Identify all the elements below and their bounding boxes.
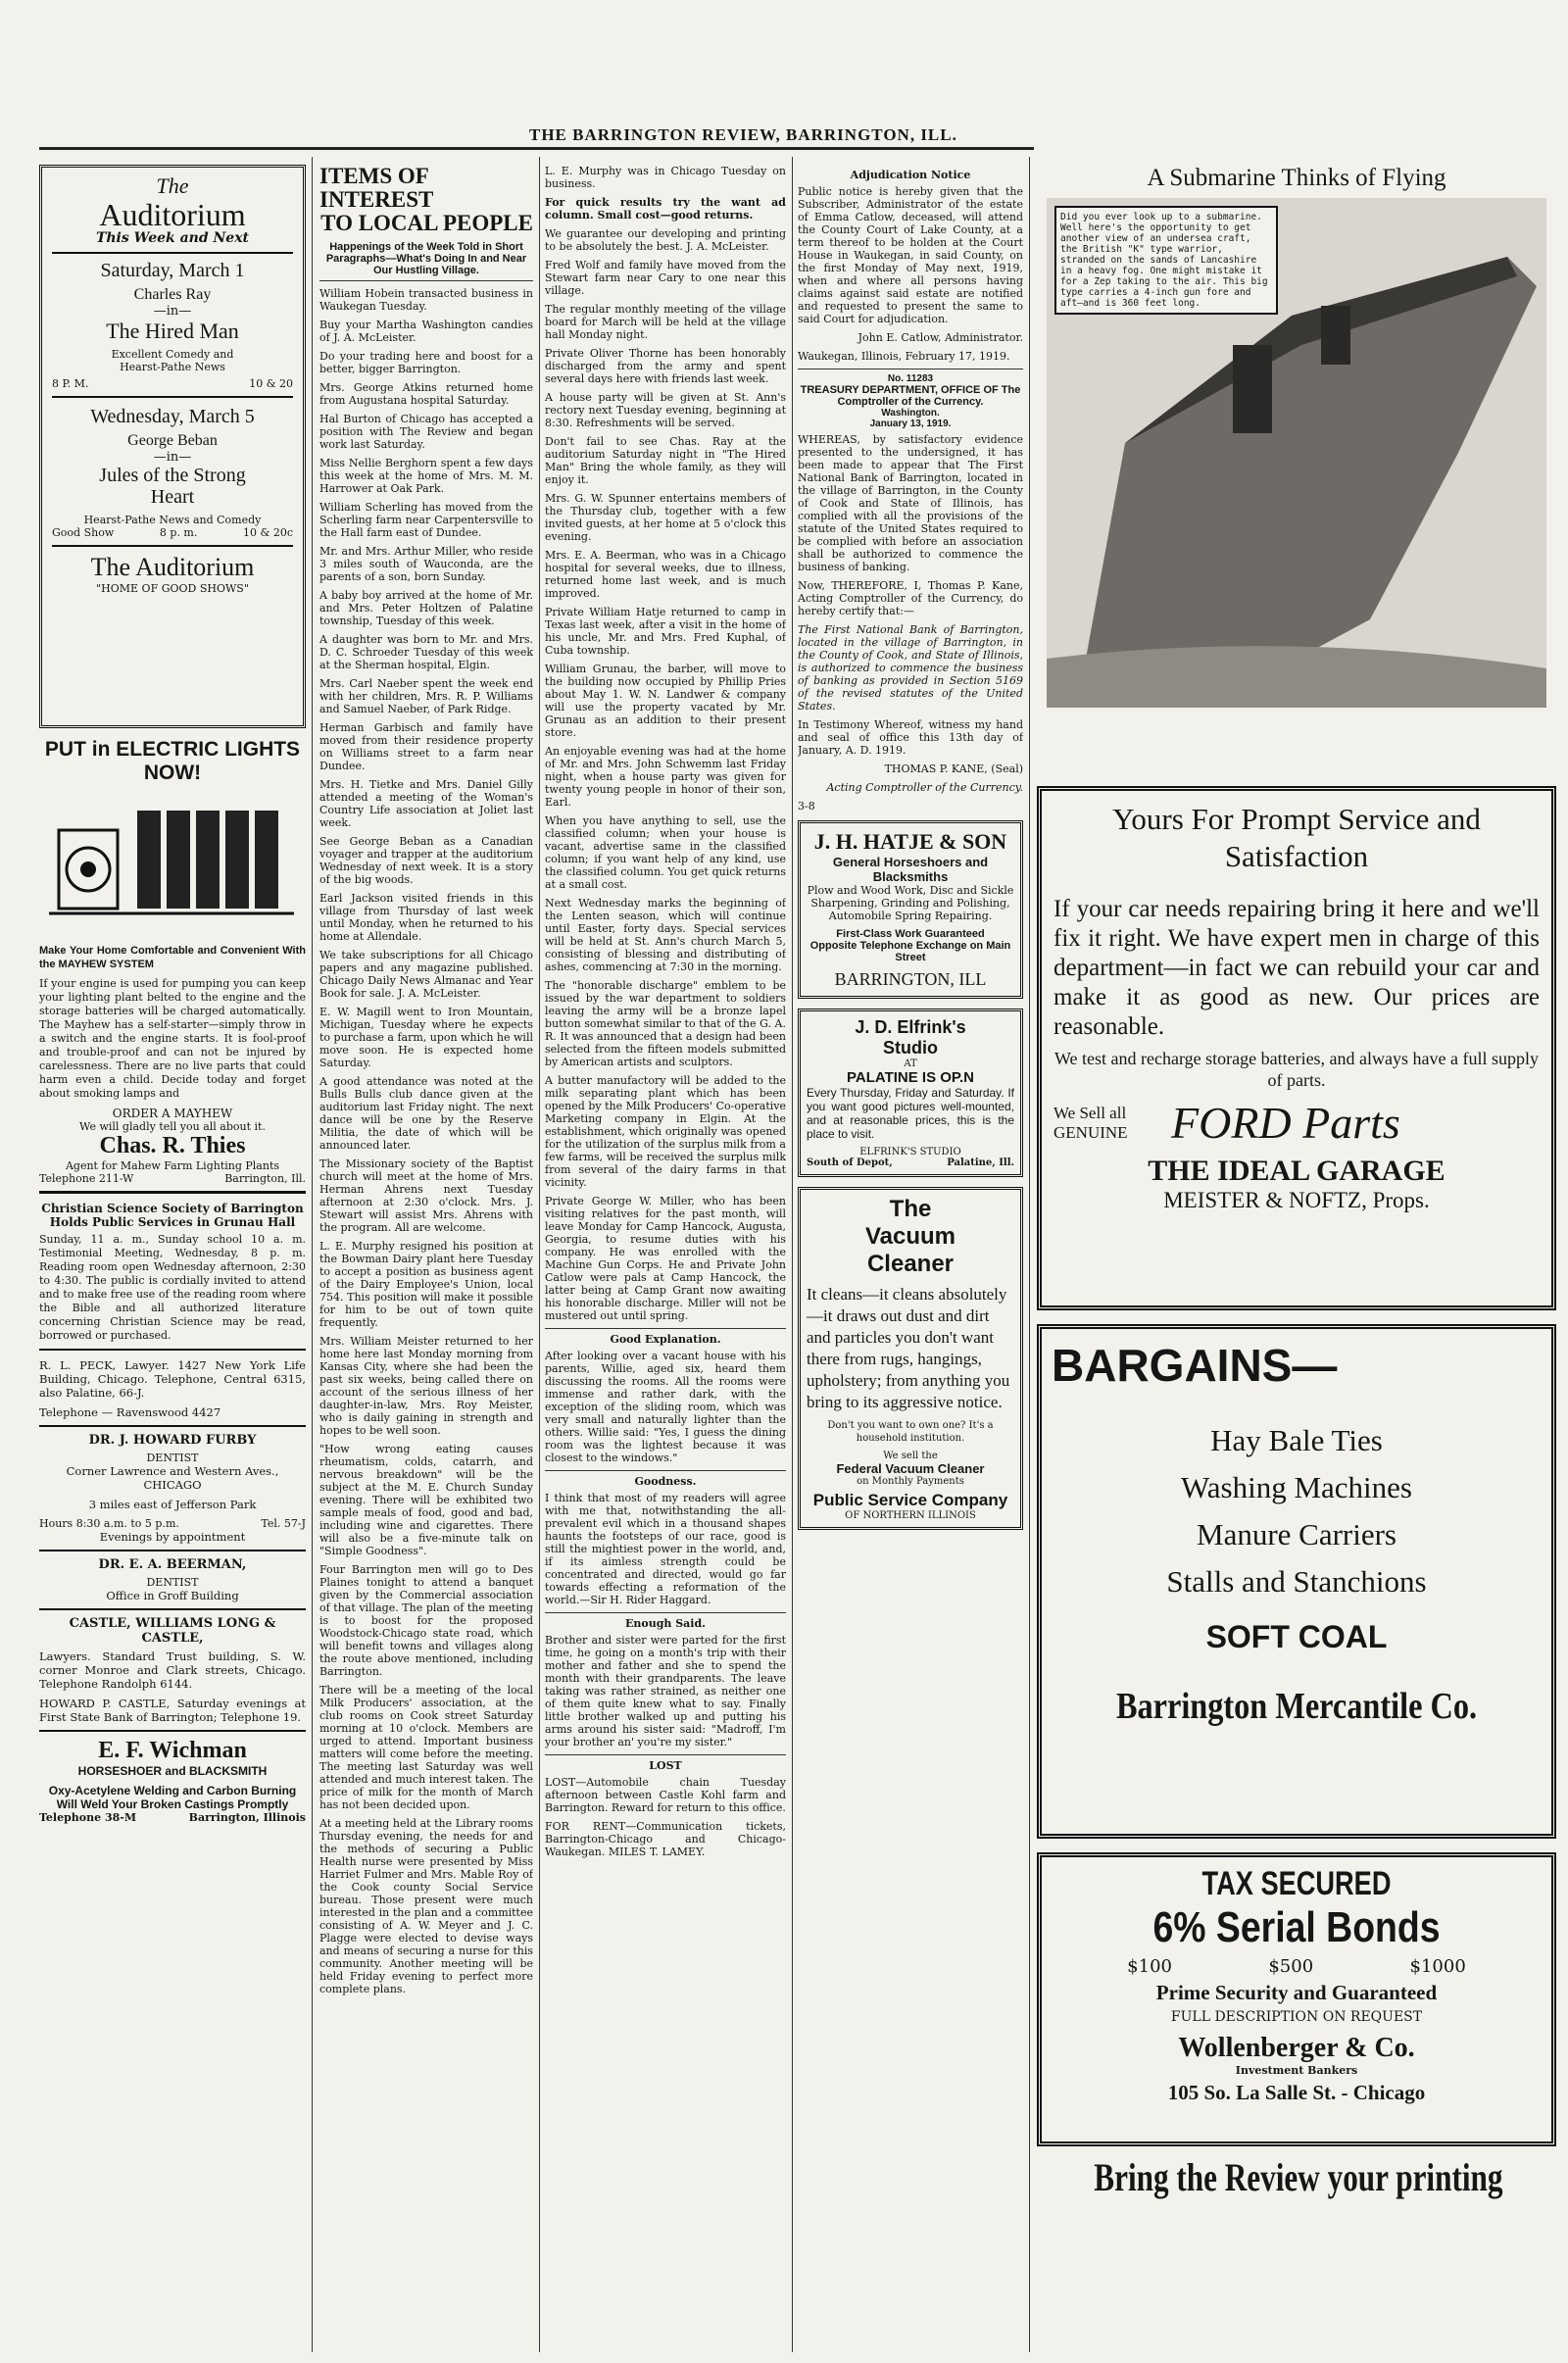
adjudication-date: Waukegan, Illinois, February 17, 1919. — [798, 350, 1010, 363]
mercantile-coal: SOFT COAL — [1205, 1619, 1388, 1654]
card-furby-hours: Hours 8:30 a.m. to 5 p.m. — [39, 1517, 179, 1530]
items-para: See George Beban as a Canadian voyager and trapper at the auditorium Wednesday of next week. It is a story of the big woods. — [319, 835, 533, 886]
hatje-body: Plow and Wood Work, Disc and Sickle Sharpening, Grinding and Polishing, Automobile Spring Repairing. — [807, 884, 1014, 922]
treasury-head: TREASURY DEPARTMENT, OFFICE OF The Comptroller of the Currency. — [800, 384, 1021, 408]
saturday-price: 10 & 20 — [249, 377, 293, 390]
elfrink-town: Palatine, Ill. — [947, 1157, 1014, 1168]
christian-science-title: Christian Science Society of Barrington Holds Public Services in Grunau Hall — [41, 1202, 304, 1229]
card-beerman-name: DR. E. A. BEERMAN, — [98, 1557, 247, 1572]
vacuum-the: The — [889, 1196, 932, 1222]
mayhew-phone-row — [39, 1172, 306, 1194]
auditorium-footer-tag: "HOME OF GOOD SHOWS" — [96, 582, 249, 595]
garage-ford: FORD Parts — [1171, 1098, 1400, 1148]
card-peck — [39, 1358, 306, 1427]
elfrink-body: Every Thursday, Friday and Saturday. If you want good pictures well-mounted, and at reasonable prices, this is the place to visit. — [807, 1086, 1014, 1141]
card-castle-extra: HOWARD P. CASTLE, Saturday evenings at First State Bank of Barrington; Telephone 19. — [39, 1697, 306, 1724]
col3-para: An enjoyable evening was had at the home of Mr. and Mrs. John Schwemm last Friday night, when a house party was given for twenty young people in honor of their son, Earl. — [545, 745, 786, 809]
col3-para: For quick results try the want ad column. Small cost—good returns. — [545, 196, 786, 222]
adjudication-head: Adjudication Notice — [850, 169, 971, 181]
garage-batteries: We test and recharge storage batteries, and always have a full supply of parts. — [1054, 1049, 1540, 1090]
treasury-number: No. 11283 — [887, 373, 934, 384]
hatje-ad — [798, 820, 1023, 999]
enough-said-head: Enough Said. — [624, 1617, 706, 1630]
wednesday-price: 10 & 20c — [243, 526, 293, 539]
mercantile-ad — [1037, 1324, 1556, 1839]
christian-science-body: Sunday, 11 a. m., Sunday school 10 a. m. Testimonial Meeting, Wednesday, 8 p. m. Reading room open Wednesday afternoon, 2:30 to 4:30. The public is cordially invited to attend and to make free use of the reading room where the Bible and all authorized literature concerning Christian Science may be read, borrowed or purchased. — [39, 1233, 306, 1342]
hatje-name: J. H. HATJE & SON — [813, 829, 1007, 854]
card-castle — [39, 1616, 306, 1732]
bonds-line-2: 6% Serial Bonds — [1152, 1903, 1441, 1951]
mercantile-item: Stalls and Stanchions — [1166, 1564, 1427, 1599]
wichman-phone-row — [39, 1811, 306, 1824]
treasury-body-4: In Testimony Whereof, witness my hand and seal of office this 13th day of January, A. D. 1919. — [798, 718, 1023, 757]
divider — [545, 1612, 786, 1613]
good-explanation-head: Good Explanation. — [610, 1333, 721, 1346]
mayhew-ad — [39, 738, 306, 1194]
bonds-denominations — [1079, 1956, 1514, 1977]
garage-body: If your car needs repairing bring it here and we'll fix it right. We have expert men in charge of this department—in fact we can rebuild your car and make it as good as new. Our prices are reasonable. — [1054, 896, 1540, 1040]
col3-para: Private George W. Miller, who has been visiting relatives for the past month, will leave Monday for Camp Hancock, Augusta, Georgia, to resume duties with his company. He was enrolled with the Machine Gun Corps. He and Private John Catlow were pals at Camp Hancock, the latter being at Camp Grant now awaiting his honorable discharge. Miller will not be mustered out until spring. — [545, 1195, 786, 1322]
items-para: A daughter was born to Mr. and Mrs. D. C. Schroeder Tuesday of this week at the Sherman hospital, Elgin. — [319, 633, 533, 671]
items-para: Herman Garbisch and family have moved from their residence property on Williams street to a farm near Dundee. — [319, 721, 533, 772]
mayhew-headline: PUT in ELECTRIC LIGHTS NOW! — [44, 738, 301, 784]
divider — [545, 1470, 786, 1471]
card-furby-name: DR. J. HOWARD FURBY — [88, 1433, 257, 1448]
mayhew-order: ORDER A MAYHEW — [112, 1107, 233, 1120]
column-3 — [545, 165, 786, 2350]
wichman-town: Barrington, Illinois — [188, 1811, 306, 1824]
footer-slogan: Bring the Review your printing — [1094, 2155, 1503, 2199]
items-para: Mrs. H. Tietke and Mrs. Daniel Gilly attended a meeting of the Woman's Country Life association at Joliet last week. — [319, 778, 533, 829]
bonds-denomination: $100 — [1127, 1956, 1172, 1977]
col3-para: Mrs. E. A. Beerman, who was in a Chicago hospital for several weeks, due to illness, returned home last week, and is much improved. — [545, 549, 786, 600]
treasury-signature-title: Acting Comptroller of the Currency. — [826, 781, 1023, 794]
adjudication-signature: John E. Catlow, Administrator. — [858, 331, 1023, 344]
treasury-body-2: Now, THEREFORE, I, Thomas P. Kane, Acting Comptroller of the Currency, do hereby certify that:— — [798, 579, 1023, 617]
items-para: Four Barrington men will go to Des Plaines tonight to attend a banquet given by the Commercial association of that village. The plan of the meeting is to boost for the proposed Woodstock-Chicago state road, which will benefit towns and villages along the route above mentioned, including Barrington. — [319, 1563, 533, 1678]
card-furby-evenings: Evenings by appointment — [99, 1530, 246, 1544]
items-para: Mrs. George Atkins returned home from Augustana hospital Saturday. — [319, 381, 533, 407]
saturday-film: The Hired Man — [106, 319, 239, 343]
vacuum-ad — [798, 1187, 1023, 1530]
good-explanation-body: After looking over a vacant house with his parents, Willie, aged six, heard them discussing the rooms. All the rooms were immense and rather dark, with the exception of the sliding room, which was very small and naturally lighter than the others. Willie said: "Yes, I guess the dining room was the lightest because it was closest to the windows." — [545, 1350, 786, 1464]
col3-para: We guarantee our developing and printing to be absolutely the best. J. A. McLeister. — [545, 227, 786, 253]
card-furby — [39, 1433, 306, 1551]
treasury-body-3: The First National Bank of Barrington, located in the village of Barrington, in the County of Cook, and State of Illinois, is authorized to commence the business of banking as provided in Section 5169 of the revised statutes of the United States. — [798, 623, 1023, 713]
column-divider — [312, 157, 313, 2352]
bonds-prime: Prime Security and Guaranteed — [1155, 1981, 1438, 2004]
col3-para: Private William Hatje returned to camp in Texas last week, after a visit in the home of his uncle, Mr. and Mrs. Fred Kuphal, of Cuba township. — [545, 606, 786, 657]
items-para: There will be a meeting of the local Milk Producers' association, at the club rooms on Cook street Saturday morning at 10 o'clock. Members are urged to attend. Important business matters will come before the meeting. The meeting last Saturday was well attended and much interest taken. The price of milk for the month of March has not been decided upon. — [319, 1684, 533, 1811]
submarine-caption: Did you ever look up to a submarine. Well here's the opportunity to get another view of an undersea craft, the British "K" type warrior, stranded on the sands of Lancashire in a heavy fog. One might mistake it for a Zep taking to the air. This big type carries a 4-inch gun fore and aft—and is 360 feet long. — [1054, 206, 1278, 315]
wichman-ad — [39, 1738, 306, 1824]
wednesday-show: Good Show — [52, 526, 115, 539]
elfrink-location-row — [807, 1157, 1014, 1168]
col3-para: William Grunau, the barber, will move to the building now occupied by Phillip Pries about May 1. W. N. Landwer & company will use the property vacated by Mr. Grunau as an addition to their present store. — [545, 663, 786, 739]
items-para: E. W. Magill went to Iron Mountain, Michigan, Tuesday where he expects to purchase a farm, upon which he will move soon. He is expected home Saturday. — [319, 1006, 533, 1069]
auditorium-ad — [39, 165, 306, 728]
col3-para: The "honorable discharge" emblem to be issued by the war department to soldiers leaving the army will be a bronze lapel button somewhat similar to that of the G. A. R. It was announced that a design had been selected from the fifteen models submitted by American artists and sculptors. — [545, 979, 786, 1068]
vacuum-question: Don't you want to own one? It's a household institution. — [827, 1420, 994, 1444]
items-para: Hal Burton of Chicago has accepted a position with The Review and began work last Saturday. — [319, 413, 533, 451]
elfrink-studio: Studio — [883, 1038, 938, 1058]
bonds-ad — [1037, 1852, 1556, 2146]
items-para: Mr. and Mrs. Arthur Miller, who reside 3 miles south of Wauconda, are the parents of a son, born Sunday. — [319, 545, 533, 583]
column-divider — [1029, 157, 1030, 2352]
wichman-line2: Will Weld Your Broken Castings Promptly — [56, 1797, 289, 1811]
wednesday-time-row — [52, 526, 293, 547]
items-para: "How wrong eating causes rheumatism, colds, catarrh, and nervous breakdown" will be the subject at the M. E. Church Sunday evening. There will be exhibited two sample meals of food, good and bad, including wine and cigarettes. There will also be a five-minute talk on "Simple Goodness". — [319, 1443, 533, 1557]
treasury-date: January 13, 1919. — [869, 418, 952, 429]
wichman-phone: Telephone 38-M — [39, 1811, 136, 1824]
items-para: Mrs. Carl Naeber spent the week end with her children, Mrs. R. P. Williams and Samuel Naeber, of Park Ridge. — [319, 677, 533, 715]
vacuum-body: It cleans—it cleans absolutely—it draws out dust and dirt and particles you don't want there from rugs, hangings, upholstery; from anything you bring to its aggressive notice. — [807, 1285, 1010, 1411]
col3-para: The regular monthly meeting of the village board for March will be held at the village hall Monday night. — [545, 303, 786, 341]
vacuum-federal: Federal Vacuum Cleaner — [836, 1461, 985, 1476]
mercantile-item: Manure Carriers — [1197, 1517, 1396, 1551]
col3-para: A house party will be given at St. Ann's rectory next Tuesday evening, beginning at 8:30. Refreshments will be served. — [545, 391, 786, 429]
elfrink-place: PALATINE IS OP.N — [846, 1069, 975, 1086]
card-furby-hours-row — [39, 1517, 306, 1530]
vacuum-company: Public Service Company — [812, 1491, 1008, 1509]
elfrink-at: AT — [904, 1058, 917, 1069]
items-head-1: ITEMS OF INTEREST — [319, 165, 434, 212]
items-para: The Missionary society of the Baptist church will meet at the home of Mrs. Herman Ahrens next Tuesday afternoon at 2:30 o'clock. Mrs. J. Stewart will assist Mrs. Ahrens with the program. All are welcome. — [319, 1157, 533, 1234]
items-deck: Happenings of the Week Told in Short Paragraphs—What's Doing In and Near Our Hustling Village. — [319, 241, 533, 281]
bonds-line-1: TAX SECURED — [1201, 1865, 1392, 1902]
divider — [545, 1328, 786, 1329]
christian-science-notice — [39, 1202, 306, 1351]
wednesday-date: Wednesday, March 5 — [90, 406, 255, 427]
lost-head: LOST — [649, 1759, 682, 1772]
garage-ad — [1037, 786, 1556, 1310]
mayhew-body: If your engine is used for pumping you can keep your lighting plant belted to the engine and the storage batteries will be charged automatically. The Mayhew has a self-starter—simply throw in a switch and the engine starts. It is fool-proof and trouble-proof and can not be injured by carelessness. There are no live parts that could harm even a child. Decide today and forget about smoking lamps and — [39, 977, 306, 1100]
treasury-body-1: WHEREAS, by satisfactory evidence presented to the undersigned, it has been made to appear that The First National Bank of Barrington, located in the village of Barrington, in the County of Cook and State of Illinois, has complied with all the provisions of the statute of the United States required to be complied with before an association shall be authorized to commence the business of banking. — [798, 433, 1023, 573]
bonds-sub: Investment Bankers — [1235, 2064, 1358, 2077]
mayhew-sub: Make Your Home Comfortable and Convenient With the MAYHEW SYSTEM — [39, 945, 306, 970]
elfrink-ad — [798, 1009, 1023, 1177]
submarine-photo — [1047, 198, 1546, 708]
col3-para: Fred Wolf and family have moved from the Stewart farm near Cary to one near this village. — [545, 259, 786, 297]
card-castle-name: CASTLE, WILLIAMS LONG & CASTLE, — [69, 1616, 276, 1646]
auditorium-subtitle: This Week and Next — [52, 230, 293, 254]
saturday-time: 8 P. M. — [52, 377, 89, 390]
vacuum-name-2: Cleaner — [866, 1251, 955, 1277]
auditorium-name: Auditorium — [99, 197, 246, 232]
card-beerman — [39, 1557, 306, 1610]
items-list — [319, 287, 533, 1995]
mayhew-we-will: We will gladly tell you all about it. — [79, 1120, 266, 1133]
hatje-town: BARRINGTON, ILL — [834, 969, 987, 989]
card-furby-tel: Tel. 57-J — [261, 1517, 306, 1530]
auditorium-the: The — [156, 173, 189, 198]
card-furby-title: DENTIST — [146, 1452, 199, 1464]
elfrink-location: South of Depot, — [807, 1157, 893, 1168]
garage-props: MEISTER & NOFTZ, Props. — [1163, 1188, 1430, 1212]
saturday-in: —in— — [153, 304, 192, 319]
vacuum-sell: We sell the — [883, 1451, 938, 1461]
col3-para: Private Oliver Thorne has been honorably discharged from the army and spent several days here with friends last week. — [545, 347, 786, 385]
mayhew-phone: Telephone 211-W — [39, 1172, 134, 1185]
col3-para: L. E. Murphy was in Chicago Tuesday on business. — [545, 165, 786, 190]
adjudication-body: Public notice is hereby given that the Subscriber, Administrator of the estate of Emma Catlow, deceased, will attend the County Court of Lake County, at a term thereof to be holden at the Court House in Waukegan, in said County, on the first Monday of May next, 1919, when and where all persons having claims against said estate are notified and requested to present the same to said Court for adjudication. — [798, 185, 1023, 325]
mercantile-item: Washing Machines — [1181, 1470, 1412, 1504]
items-para: We take subscriptions for all Chicago papers and any magazine published. Chicago Daily News Almanac and Year Book for sale. J. A. McLeister. — [319, 949, 533, 1000]
wednesday-star: George Beban — [127, 432, 218, 449]
ford-row — [1054, 1097, 1540, 1149]
card-beerman-title: DENTIST — [146, 1576, 199, 1589]
hatje-trade: General Horseshoers and Blacksmiths — [832, 855, 989, 884]
divider — [545, 1754, 786, 1755]
wichman-name: E. F. Wichman — [98, 1738, 247, 1763]
mayhew-town: Barrington, Ill. — [224, 1172, 306, 1185]
hatje-guarantee: First-Class Work Guaranteed — [836, 928, 985, 940]
wednesday-film: Jules of the Strong Heart — [99, 465, 246, 508]
items-head-2: TO LOCAL PEOPLE — [320, 211, 533, 235]
submarine-title: A Submarine Thinks of Flying — [1147, 165, 1446, 191]
mayhew-name: Chas. R. Thies — [99, 1133, 246, 1158]
items-para: A good attendance was noted at the Bulls Bulls club dance given at the auditorium last Friday night. The next dance will be one by the Reserve Militia, the date of which will be announced later. — [319, 1075, 533, 1152]
vacuum-payments: on Monthly Payments — [857, 1476, 964, 1487]
col3-para: Next Wednesday marks the beginning of the Lenten season, which will continue until Easter, forty days. Special services will be held at St. Ann's church March 5, consisting of blessing and distributing of ashes, commencing at 7:30 in the morning. — [545, 897, 786, 973]
card-peck-text: R. L. PECK, Lawyer. 1427 New York Life Building, Chicago. Telephone, Central 6315, also Palatine, 66-J. — [39, 1358, 306, 1400]
saturday-star: Charles Ray — [133, 286, 212, 303]
items-para: A baby boy arrived at the home of Mr. and Mrs. Peter Holtzen of Palatine township, Tuesday of this week. — [319, 589, 533, 627]
top-rule — [39, 147, 1034, 150]
wednesday-extra: Hearst-Pathe News and Comedy — [83, 514, 262, 526]
wednesday-in: —in— — [153, 450, 192, 465]
card-furby-addr2: 3 miles east of Jefferson Park — [88, 1498, 257, 1511]
elfrink-sign: ELFRINK'S STUDIO — [859, 1147, 961, 1157]
lost-body: LOST—Automobile chain Tuesday afternoon between Castle Kohl farm and Barrington. Reward for return to this office. — [545, 1776, 786, 1814]
bonds-full: FULL DESCRIPTION ON REQUEST — [1170, 2009, 1423, 2025]
card-furby-addr: Corner Lawrence and Western Aves., CHICAGO — [66, 1464, 279, 1492]
col3-para: Don't fail to see Chas. Ray at the auditorium Saturday night in "The Hired Man" Bring the whole family, as they will enjoy it. — [545, 435, 786, 486]
items-para: At a meeting held at the Library rooms Thursday evening, the needs for and the methods of securing a Public Health nurse were presented by Miss Harriet Fulmer and Mrs. Mable Roy of the Cook county Social Service bureau. Those present were much interested in the plan and a committee consisting of A. W. Meyer and J. C. Plagge were elected to devise ways and means of securing a nurse for this community. Another meeting will be held Friday evening to perfect more complete plans. — [319, 1817, 533, 1995]
bonds-address: 105 So. La Salle St. - Chicago — [1167, 2081, 1426, 2104]
column-divider — [792, 157, 793, 2352]
lighting-plant-illustration — [39, 791, 306, 938]
items-para: Mrs. William Meister returned to her home here last Monday morning from Kansas City, where she had been the past six weeks, being called there on account of the serious illness of her daughter-in-law, Mrs. Roy Meister, who is daily gaining in strength and hopes to be well soon. — [319, 1335, 533, 1437]
masthead: THE BARRINGTON REVIEW, BARRINGTON, ILL. — [529, 125, 957, 144]
auditorium-footer-name: The Auditorium — [90, 553, 255, 581]
vacuum-name: Vacuum — [864, 1223, 956, 1250]
col3-para: Mrs. G. W. Spunner entertains members of the Thursday club, together with a few invited guests, at her home at 5 o'clock this evening. — [545, 492, 786, 543]
mercantile-head: BARGAINS— — [1052, 1340, 1338, 1391]
treasury-code: 3-8 — [798, 800, 815, 812]
mercantile-item: Hay Bale Ties — [1210, 1423, 1383, 1457]
column-1 — [39, 165, 306, 2350]
column-2 — [319, 165, 533, 2350]
treasury-signature: THOMAS P. KANE, (Seal) — [884, 763, 1023, 775]
column-4 — [798, 165, 1023, 2350]
items-para: L. E. Murphy resigned his position at the Bowman Dairy plant here Tuesday to accept a position as business agent of the Dairy Employee's Union, local 754. This position will make it possible for him to be out of town quite frequently. — [319, 1240, 533, 1329]
card-beerman-office: Office in Groff Building — [106, 1589, 239, 1602]
items-para: Do your trading here and boost for a better, bigger Barrington. — [319, 350, 533, 375]
items-para: William Hobein transacted business in Waukegan Tuesday. — [319, 287, 533, 313]
enough-said-body: Brother and sister were parted for the first time, he going on a month's trip with their mother and father and she to spend the month with their grandparents. The leave taking was rather strained, as neither one of them quite knew what to say. Finally little brother walked up and putting his arms around his sister said: "Madroff, I'm your brother an' you're my sister." — [545, 1634, 786, 1748]
saturday-time-row — [52, 377, 293, 398]
items-para: Buy your Martha Washington candies of J. A. McLeister. — [319, 319, 533, 344]
vacuum-company-of: OF NORTHERN ILLINOIS — [845, 1510, 976, 1521]
card-peck-extra: Telephone — Ravenswood 4427 — [39, 1405, 221, 1419]
items-para: Miss Nellie Berghorn spent a few days this week at the home of Mrs. M. M. Harrower at Oak Park. — [319, 457, 533, 495]
card-castle-body: Lawyers. Standard Trust building, S. W. corner Monroe and Clark streets, Chicago. Telephone Randolph 6144. — [39, 1649, 306, 1691]
bonds-denomination: $1000 — [1409, 1956, 1466, 1977]
garage-title: Yours For Prompt Service and Satisfaction — [1112, 802, 1481, 873]
for-rent-body: FOR RENT—Communication tickets, Barrington-Chicago and Chicago-Waukegan. MILES T. LAMEY. — [545, 1820, 786, 1858]
garage-name: THE IDEAL GARAGE — [1148, 1155, 1446, 1187]
wednesday-time: 8 p. m. — [159, 526, 198, 539]
items-para: William Scherling has moved from the Scherling farm near Carpentersville to the Hall farm east of Dundee. — [319, 501, 533, 539]
mayhew-agent: Agent for Mahew Farm Lighting Plants — [65, 1159, 280, 1172]
treasury-place: Washington. — [881, 408, 940, 418]
bonds-name: Wollenberger & Co. — [1178, 2033, 1415, 2063]
items-para: Earl Jackson visited friends in this village from Thursday of last week until Monday, when he returned to his home at Allendale. — [319, 892, 533, 943]
goodness-body: I think that most of my readers will agree with me that, notwithstanding the all-prevalent evil which in a thousand shapes haunts the footsteps of our race, good is still the mightiest power in the world, and, if its aimless strength could be concentrated and directed, would go far towards effecting a reformation of the world.—Sir H. Rider Haggard. — [545, 1492, 786, 1606]
elfrink-name: J. D. Elfrink's — [855, 1017, 966, 1037]
hatje-location: Opposite Telephone Exchange on Main Street — [809, 940, 1011, 963]
column-5 — [1037, 165, 1556, 2350]
wichman-trade: HORSESHOER and BLACKSMITH — [77, 1764, 268, 1778]
col3-para: When you have anything to sell, use the classified column; when your house is vacant, advertise same in the classified column; if you want help of any kind, use the classified column. You get quick returns at a small cost. — [545, 814, 786, 891]
garage-we-sell: We Sell all GENUINE — [1054, 1103, 1128, 1142]
column-divider — [539, 157, 540, 2352]
goodness-head: Goodness. — [634, 1475, 697, 1488]
mercantile-name: Barrington Mercantile Co. — [1115, 1686, 1478, 1727]
saturday-extra: Excellent Comedy and Hearst-Pathe News — [111, 348, 234, 373]
wichman-line1: Oxy-Acetylene Welding and Carbon Burning — [48, 1784, 297, 1797]
col3-para: A butter manufactory will be added to the milk separating plant which has been opened by the Milk Producers' Co-operative Marketing company in Elgin. At the establishment, which originally was opened for the utilization of the surplus milk from a few farms, will be received the surplus milk from several of the dairy farms in that vicinity. — [545, 1074, 786, 1189]
saturday-date: Saturday, March 1 — [100, 260, 245, 281]
bonds-denomination: $500 — [1268, 1956, 1314, 1977]
